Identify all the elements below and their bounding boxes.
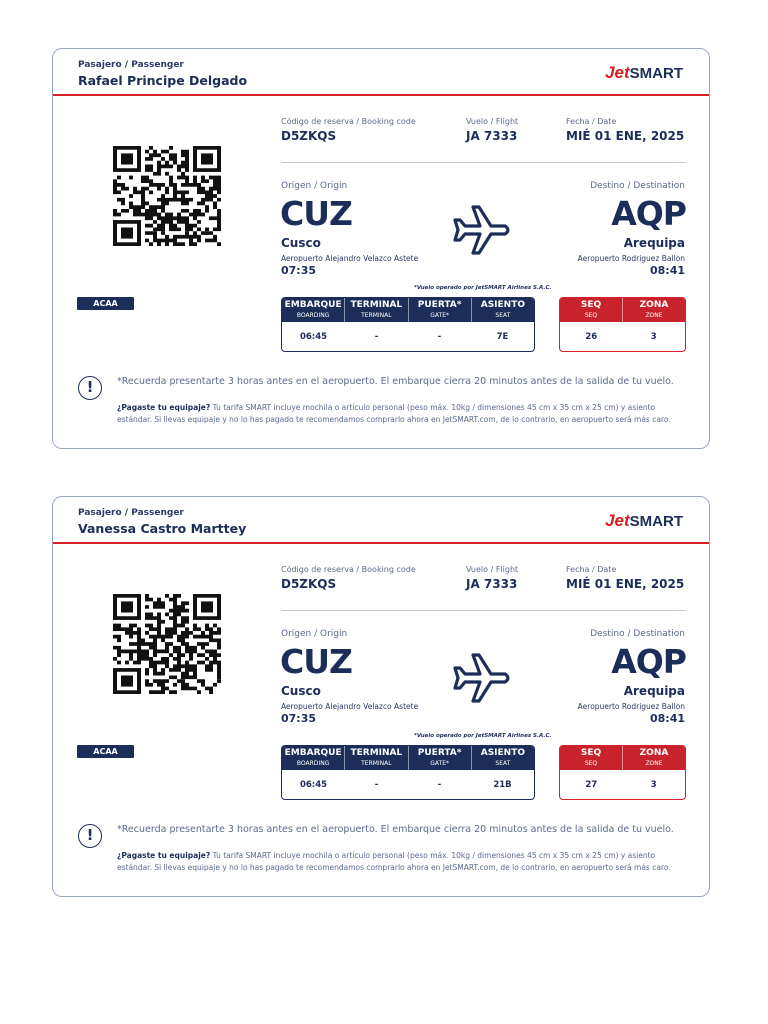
sequence-zone-table: SEQ SEQ ZONA ZONE 27 3	[559, 745, 686, 800]
header-divider	[53, 542, 709, 544]
terminal-header: TERMINAL	[350, 300, 403, 310]
qr-code	[113, 146, 221, 246]
sequence-zone-table: SEQ SEQ ZONA ZONE 26 3	[559, 297, 686, 352]
origin-label: Origen / Origin	[281, 181, 348, 191]
flight-date: MIÉ 01 ENE, 2025	[566, 577, 685, 591]
gate-value: -	[437, 780, 442, 790]
booking-code: D5ZKQS	[281, 577, 337, 591]
flight-number: JA 7333	[466, 577, 518, 591]
boarding-time: 06:45	[299, 780, 328, 790]
origin-airport: Aeropuerto Alejandro Velazco Astete	[281, 702, 419, 711]
boarding-header: EMBARQUE	[284, 300, 342, 310]
passenger-name: Vanessa Castro Marttey	[78, 521, 247, 536]
destination-label: Destino / Destination	[590, 629, 685, 639]
ssr-badge: ACAA	[77, 297, 134, 310]
operated-by-note: *Vuelo operado por JetSMART Airlines S.A.C.	[414, 285, 552, 291]
notice-main: *Recuerda presentarte 3 horas antes en el aeropuerto. El embarque cierra 20 minutos antes de la salida de tu vuelo.	[117, 376, 674, 387]
ssr-badge: ACAA	[77, 745, 134, 758]
gate-value: -	[437, 332, 442, 342]
notice-main: *Recuerda presentarte 3 horas antes en el aeropuerto. El embarque cierra 20 minutos antes de la salida de tu vuelo.	[117, 824, 674, 835]
arrival-time: 08:41	[649, 712, 685, 725]
boarding-time: 06:45	[299, 332, 328, 342]
flight-label: Vuelo / Flight	[466, 117, 519, 126]
baggage-notice: ¿Pagaste tu equipaje? Tu tarifa SMART incluye mochila o artículo personal (peso máx. 10kg / dimensiones 45 cm x 35 cm x 25 cm) y asiento estándar. Si llevas equipaje y no lo has pagado te recomendamos comprarlo ahora en JetSMART.com, de lo contrario, en aeropuerto será más caro.	[117, 851, 671, 872]
flight-date: MIÉ 01 ENE, 2025	[566, 129, 685, 143]
boarding-info-table: EMBARQUE BOARDING TERMINAL TERMINAL PUERTA* GATE* ASIENTO SEAT 06:45 - - 7E	[281, 297, 535, 352]
jetsmart-logo: JetSMART	[605, 63, 683, 82]
boarding-header: EMBARQUE	[284, 748, 342, 758]
jetsmart-logo: JetSMART	[605, 511, 683, 530]
destination-city: Arequipa	[623, 236, 685, 250]
seq-header: SEQ	[580, 748, 602, 758]
seq-value: 27	[585, 780, 598, 790]
exclamation-circle-icon: !	[78, 824, 102, 848]
divider	[281, 610, 686, 611]
destination-iata: AQP	[611, 642, 686, 681]
qr-code	[113, 594, 221, 694]
exclamation-circle-icon: !	[78, 376, 102, 400]
origin-iata: CUZ	[280, 194, 352, 233]
zone-value: 3	[650, 332, 657, 342]
baggage-notice: ¿Pagaste tu equipaje? Tu tarifa SMART incluye mochila o artículo personal (peso máx. 10kg / dimensiones 45 cm x 35 cm x 25 cm) y asiento estándar. Si llevas equipaje y no lo has pagado te recomendamos comprarlo ahora en JetSMART.com, de lo contrario, en aeropuerto será más caro.	[117, 403, 671, 424]
terminal-value: -	[374, 332, 379, 342]
flight-label: Vuelo / Flight	[466, 565, 519, 574]
destination-iata: AQP	[611, 194, 686, 233]
departure-time: 07:35	[281, 712, 317, 725]
gate-header: PUERTA*	[417, 300, 462, 310]
seat-value: 7E	[496, 332, 509, 342]
booking-code-label: Código de reserva / Booking code	[281, 117, 416, 126]
origin-city: Cusco	[281, 684, 321, 698]
destination-city: Arequipa	[623, 684, 685, 698]
origin-airport: Aeropuerto Alejandro Velazco Astete	[281, 254, 419, 263]
terminal-header: TERMINAL	[350, 748, 403, 758]
destination-label: Destino / Destination	[590, 181, 685, 191]
passenger-label: Pasajero / Passenger	[78, 60, 184, 70]
seat-value: 21B	[493, 780, 512, 790]
zone-value: 3	[650, 780, 657, 790]
origin-city: Cusco	[281, 236, 321, 250]
date-label: Fecha / Date	[566, 565, 617, 574]
destination-airport: Aeropuerto Rodriguez Ballon	[577, 702, 685, 711]
date-label: Fecha / Date	[566, 117, 617, 126]
flight-number: JA 7333	[466, 129, 518, 143]
destination-airport: Aeropuerto Rodriguez Ballon	[577, 254, 685, 263]
boarding-pass	[52, 496, 710, 897]
boarding-pass	[52, 48, 710, 449]
departure-time: 07:35	[281, 264, 317, 277]
passenger-label: Pasajero / Passenger	[78, 508, 184, 518]
zone-header: ZONA	[639, 748, 669, 758]
seat-header: ASIENTO	[480, 748, 526, 758]
operated-by-note: *Vuelo operado por JetSMART Airlines S.A.C.	[414, 733, 552, 739]
seat-header: ASIENTO	[480, 300, 526, 310]
passenger-name: Rafael Principe Delgado	[78, 73, 248, 88]
origin-iata: CUZ	[280, 642, 352, 681]
booking-code-label: Código de reserva / Booking code	[281, 565, 416, 574]
divider	[281, 162, 686, 163]
header-divider	[53, 94, 709, 96]
booking-code: D5ZKQS	[281, 129, 337, 143]
seq-value: 26	[585, 332, 598, 342]
origin-label: Origen / Origin	[281, 629, 348, 639]
boarding-info-table: EMBARQUE BOARDING TERMINAL TERMINAL PUERTA* GATE* ASIENTO SEAT 06:45 - - 21B	[281, 745, 535, 800]
arrival-time: 08:41	[649, 264, 685, 277]
airplane-icon	[451, 203, 513, 257]
zone-header: ZONA	[639, 300, 669, 310]
terminal-value: -	[374, 780, 379, 790]
seq-header: SEQ	[580, 300, 602, 310]
airplane-icon	[451, 651, 513, 705]
gate-header: PUERTA*	[417, 748, 462, 758]
